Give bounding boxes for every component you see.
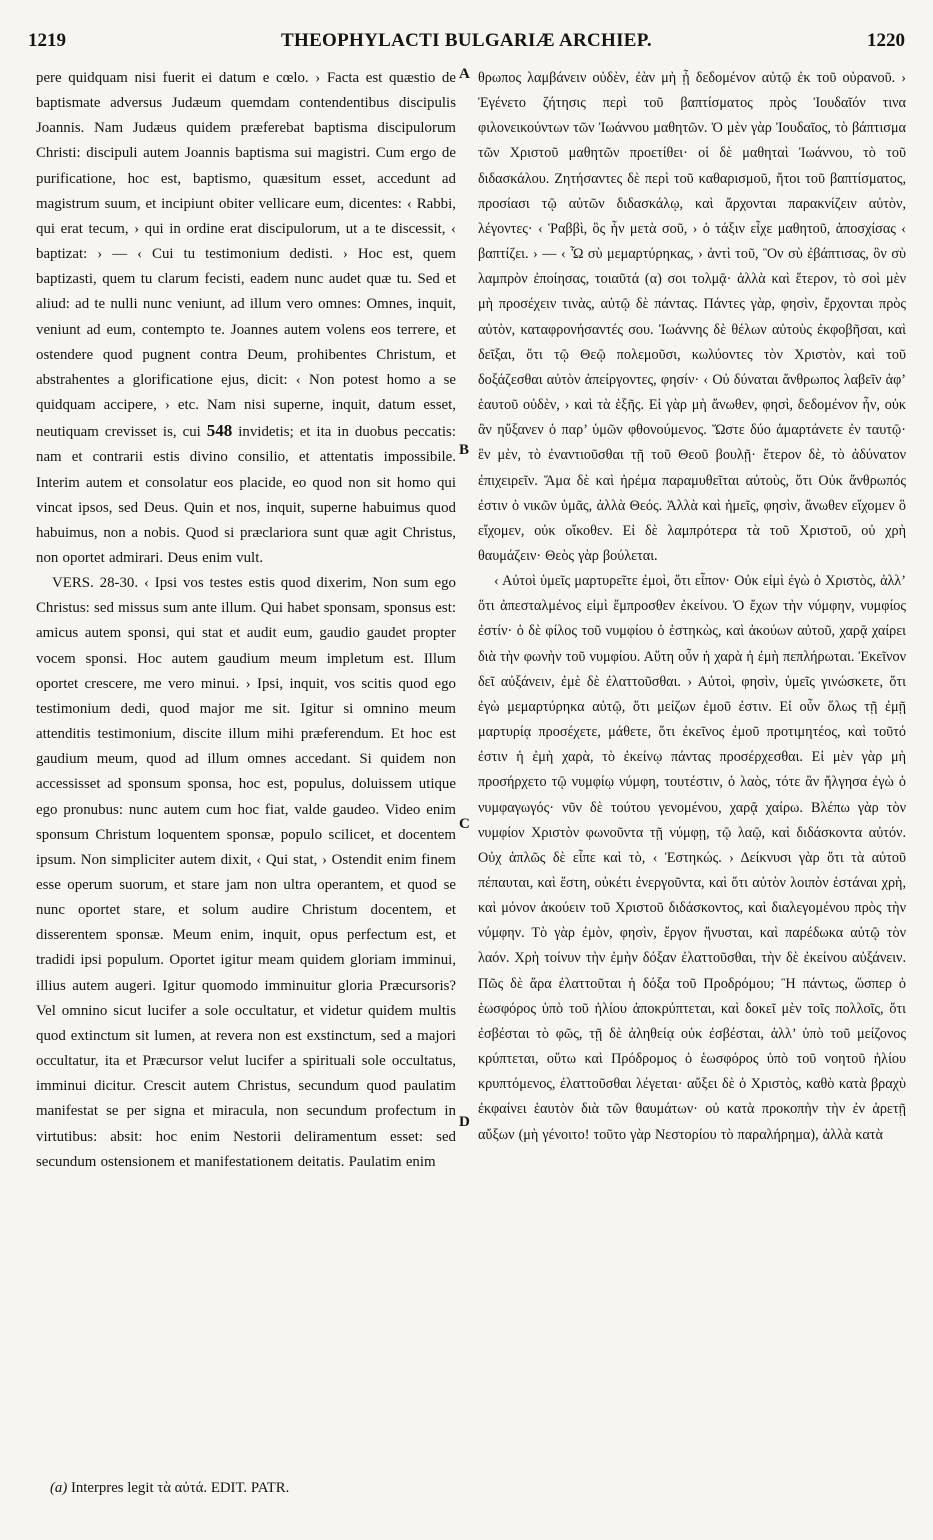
page-number-right: 1220 <box>867 30 905 51</box>
margin-letter-d: D <box>459 1114 470 1130</box>
running-title: THEOPHYLACTI BULGARIÆ ARCHIEP. <box>281 30 652 51</box>
page-number-left: 1219 <box>28 30 66 51</box>
greek-paragraph-2: ‹ Αὐτοὶ ὑμεῖς μαρτυρεῖτε ἐμοὶ, ὅτι εἶπον· Οὐκ εἰμὶ ἐγὼ ὁ Χριστὸς, ἀλλ’ ὅτι ἀπεσταλμένος εἰμὶ ἔμπροσθεν ἐκείνου. Ὁ ἔχων τὴν νύμφην, νυμφίος ἐστίν· ὁ δὲ φίλος τοῦ νυμφίου ὁ ἑστηκὼς, καὶ ἀκούων αὐτοῦ, χαρᾷ χαίρει διὰ τὴν φωνὴν τοῦ νυμφίου. Αὕτη οὖν ἡ χαρὰ ἡ ἐμὴ πεπλήρωται. Ἐκεῖνον δεῖ αὐξάνειν, ἐμὲ δὲ ἐλαττοῦσθαι. › Αὐτοὶ, φησὶν, ὑμεῖς γινώσκετε, ὅτι ἐγὼ μεμαρτύρηκα αὐτῷ, ὅτι μείζων ἐμοῦ ἐστιν. Εἰ οὖν ὅλως τῇ ἐμῇ μαρτυρίᾳ προσέχετε, μάθετε, ὅτι ἐκεῖνος ἐμοῦ προτιμητέος, καὶ τοῦτό ἐστιν ἡ ἐμὴ χαρὰ, τὸ ἐκείνῳ πάντας προσέρχεσθαι. Εἰ μὲν γὰρ μὴ προσήρχετο τῷ νυμφίῳ νύμφη, τουτέστιν, ὁ λαὸς, τότε ἂν ἤλγησα ἐγὼ ὁ νυμφαγωγός· νῦν δὲ τούτου γενομένου, χαρᾷ χαίρω. Βλέπω γὰρ τὸν νυμφίον Χριστὸν φωνοῦντα τῇ νύμφῃ, τῷ λαῷ, καὶ διδάσκοντα αὐτόν. Οὐχ ἁπλῶς δὲ εἶπε καὶ τὸ, ‹ Ἑστηκώς. › Δείκνυσι γὰρ ὅτι τὰ αὐτοῦ πέπαυται, καὶ ἕστη, οὐκέτι ἐνεργοῦντα, καὶ ὅτι αὐτὸν λοιπὸν ἑστάναι χρὴ, καὶ μόνον ἀκούειν τοῦ Χριστοῦ διδάσκοντος, καὶ διαλεγομένου πρὸς τὴν νύμφην. Τὸ γὰρ ἐμὸν, φησὶν, ἔργον ἤνυσται, καὶ παρέδωκα αὐτῷ τὸν λαόν. Χρὴ τοίνυν τὴν ἐμὴν δόξαν ἐλαττοῦσθαι, τὴν δὲ ἐκείνου αὐξάνειν. Πῶς δὲ ἄρα ἐλαττοῦται ἡ δόξα τοῦ Προδρόμου; Ἢ πάντως, ὥσπερ ὁ ἑωσφόρος ὑπὸ τοῦ ἡλίου ἀποκρύπτεται, καὶ δοκεῖ μὲν τοῖς πολλοῖς, ὅτι ἐσβέσται τὸ φῶς, τῇ δὲ ἀληθείᾳ οὐκ ἐσβέσται, ἀλλ’ ὑπὸ τοῦ μείζονος κρύπτεται, οὕτω καὶ Πρόδρομος ὁ ἑωσφόρος ὑπὸ τοῦ νοητοῦ ἡλίου κρυπτόμενος, ἐλαττοῦσθαι λέγεται· αὔξει δὲ ὁ Χριστὸς, καθὸ κατὰ βραχὺ ἐκφαίνει ἑαυτὸν διὰ τῶν θαυμάτων· οὐ κατὰ προκοπὴν τὴν ἐν ἀρετῇ αὔξων (μὴ γένοιτο! τοῦτο γὰρ Νεστορίου τὸ παραλήρημα), ἀλλὰ κατὰ <box>478 573 906 1143</box>
running-header <box>28 30 905 58</box>
footnote <box>50 1478 450 1498</box>
verse-label: VERS. 28-30. <box>52 575 139 592</box>
footnote-source: EDIT. PATR. <box>210 1480 290 1496</box>
latin-text-1-end: invidetis; et ita in duobus peccatis: nam et contrarii estis divino consilio, et attentatis impossibile. Interim autem et consolatur eos placide, eo quod non sit homo qui vincat ipsos, sed Deus. Quin et nos, inquit, superne habuimus quod habuimus, non a nobis. Quod si præclariora sunt quæ agit Christus, non oportet admirari. Deus enim vult. <box>36 424 456 566</box>
margin-letter-b: B <box>459 442 470 458</box>
latin-text-1: pere quidquam nisi fuerit ei datum e cœlo. › Facta est quæstio de baptismate adversus Judæum quemdam contendentibus discipulis Joannis. Nam Judæus quidem præferebat baptisma discipulorum Christi: discipuli autem Joannis baptisma sui magistri. Cum ergo de purificatione, hoc est, baptismo, quæsitum esset, accedunt ad magistrum suum, et incipiunt obiter vellicare eum, dicentes: ‹ Rabbi, qui erat tecum, › qui in ordine erat discipulorum, ut a te discessit, ‹ baptizat: › — ‹ Cui tu testimonium dedisti. › Hoc est, quem baptizasti, quem tu clarum fecisti, eadem nunc audet quæ tu. Sed et aliud: ad te nulli nunc veniunt, ad illum vero omnes: Omnes, inquit, veniunt ad eum, contempto te. Joannes autem volens eos terrere, et ostendere quod pugnent contra Deum, prohibentes Christum, et abstrahentes a glorificatione ejus, dicit: ‹ Non potest homo a se quidquam accipere, › etc. Nam nisi superne, inquit, datum esset, neutiquam crevisset is, cui <box>36 70 456 441</box>
margin-letter-a: A <box>459 66 470 82</box>
latin-paragraph-1 <box>36 66 456 571</box>
latin-paragraph-2 <box>36 571 456 1175</box>
footnote-text: Interpres legit τὰ αὐτά. <box>70 1480 208 1496</box>
greek-column <box>478 66 906 1148</box>
footnote-mark: (a) <box>50 1480 68 1496</box>
margin-letter-c: C <box>459 816 470 832</box>
latin-text-2: ‹ Ipsi vos testes estis quod dixerim, Non sum ego Christus: sed missus sum ante illum. Qui habet sponsam, sponsus est: amicus autem sponsi, qui stat et audit eum, gaudio gaudet propter vocem sponsi. Hoc autem gaudium meum impletum est. Illum oportet crescere, me vero minui. › Ipsi, inquit, vos scitis quod ego testimonium dedi, quod major me sit. Igitur si omnino meum attenditis testimonium, discite illum mihi præferendum. Et hoc est gaudium meum, quod ad illum omnes accedant. Si quidem non accessisset ad sponsum sponsa, hoc est, populus, doluissem utique ego pronubus: nunc autem cum hoc fiat, valde gaudeo. Video enim sponsum Christum loquentem sponsæ, populo scilicet, et docentem ipsum. Non simpliciter autem dixit, ‹ Qui stat, › Ostendit enim finem esse operum suorum, et stare jam non ultra operantem, et quod se nunc oportet stare, et solum audire Christum docentem, et disserentem sponsæ. Meum enim, inquit, opus perfectum est, et tradidi ipsi populum. Oportet igitur meam quidem gloriam imminui, illius autem augeri. Igitur quomodo imminuitur gloria Præcursoris? Vel omnino sicut lucifer a sole occultatur, et videtur quidem multis quod extinctum sit lumen, at revera non est exstinctum, sed a majori occultatur, ita et Præcursor velut lucifer a spirituali sole occultatus, imminui dicitur. Crescit autem Christus, secundum quod paulatim manifestat se per signa et miracula, non secundum profectum in virtutibus: absit: hoc enim Nestorii deliramentum esset: sed secundum ostensionem et manifestationem deitatis. Paulatim enim <box>36 575 456 1170</box>
column-number-mark: 548 <box>206 421 233 441</box>
greek-paragraph-1: θρωπος λαμβάνειν οὐδὲν, ἐὰν μὴ ᾖ δεδομένον αὐτῷ ἐκ τοῦ οὐρανοῦ. › Ἐγένετο ζήτησις περὶ τοῦ βαπτίσματος πρὸς Ἰουδαῖόν τινα φιλονεικούντων τῶν Ἰωάννου μαθητῶν. Ὁ μὲν γὰρ Ἰουδαῖος, τὸ βάπτισμα τῶν Χριστοῦ μαθητῶν προετίθει· οἱ δὲ μαθηταὶ Ἰωάννου, τὸ τοῦ διδασκάλου. Ζητήσαντες δὲ περὶ τοῦ καθαρισμοῦ, ἤτοι τοῦ βαπτίσματος, προσίασι τῷ αὐτῶν διδασκάλῳ, καὶ ἄρχονται παρακνίζειν αὐτὸν, λέγοντες· ‹ Ῥαββὶ, ὃς ἦν μετὰ σοῦ, › ὁ τάξιν εἶχε μαθητοῦ, ἀποσχίσας ‹ βαπτίζει. › — ‹ Ὧ σὺ μεμαρτύρηκας, › ἀντὶ τοῦ, Ὃν σὺ ἐβάπτισας, ὃν σὺ λαμπρὸν ἐποίησας, τοιαῦτά (α) σοι τολμᾷ· ἀλλὰ καὶ ἕτερον, τὸ σοὶ μὲν μὴ προσέχειν τινὰς, αὐτῷ δὲ πάντας. Πάντες γὰρ, φησὶν, ἔρχονται πρὸς αὐτὸν, καταφρονήσαντές σου. Ἰωάννης δὲ θέλων αὐτοὺς ἐκφοβῆσαι, καὶ δεῖξαι, ὅτι τῷ Θεῷ πολεμοῦσι, κωλύοντες τὸν Χριστὸν, καὶ τοῦ δοξάζεσθαι αὐτὸν ἀπείργοντες, φησίν· ‹ Οὐ δύναται ἄνθρωπος λαβεῖν ἀφ’ ἑαυτοῦ οὐδὲν, › καὶ τὰ ἑξῆς. Εἰ γὰρ μὴ ἄνωθεν, φησὶ, δεδομένον ἦν, οὐκ ἂν ηὔξανεν ὁ παρ’ ὑμῶν φθονούμενος. Ὥστε δύο ἁμαρτάνετε ἐν ταυτῷ· ἓν μὲν, τὸ ἐναντιοῦσθαι τῇ τοῦ Θεοῦ βουλῇ· ἕτερον δὲ, τὸ ἀδύνατον ἐπιχειρεῖν. Ἅμα δὲ καὶ ἠρέμα παραμυθεῖται αὐτοὺς, ὅτι Οὐκ ἄνθρωπός ἐστιν ὁ νικῶν ὑμᾶς, ἀλλὰ Θεός. Ἀλλὰ καὶ ἡμεῖς, φησὶν, ἄνωθεν εἴχομεν ὃ εἴχομεν, οὐκ οἴκοθεν. Εἰ δὲ λαμπρότερα τὰ τοῦ Χριστοῦ, οὐ χρὴ θαυμάζειν· Θεὸς γὰρ βούλεται. <box>478 70 906 564</box>
latin-column <box>36 66 456 1175</box>
